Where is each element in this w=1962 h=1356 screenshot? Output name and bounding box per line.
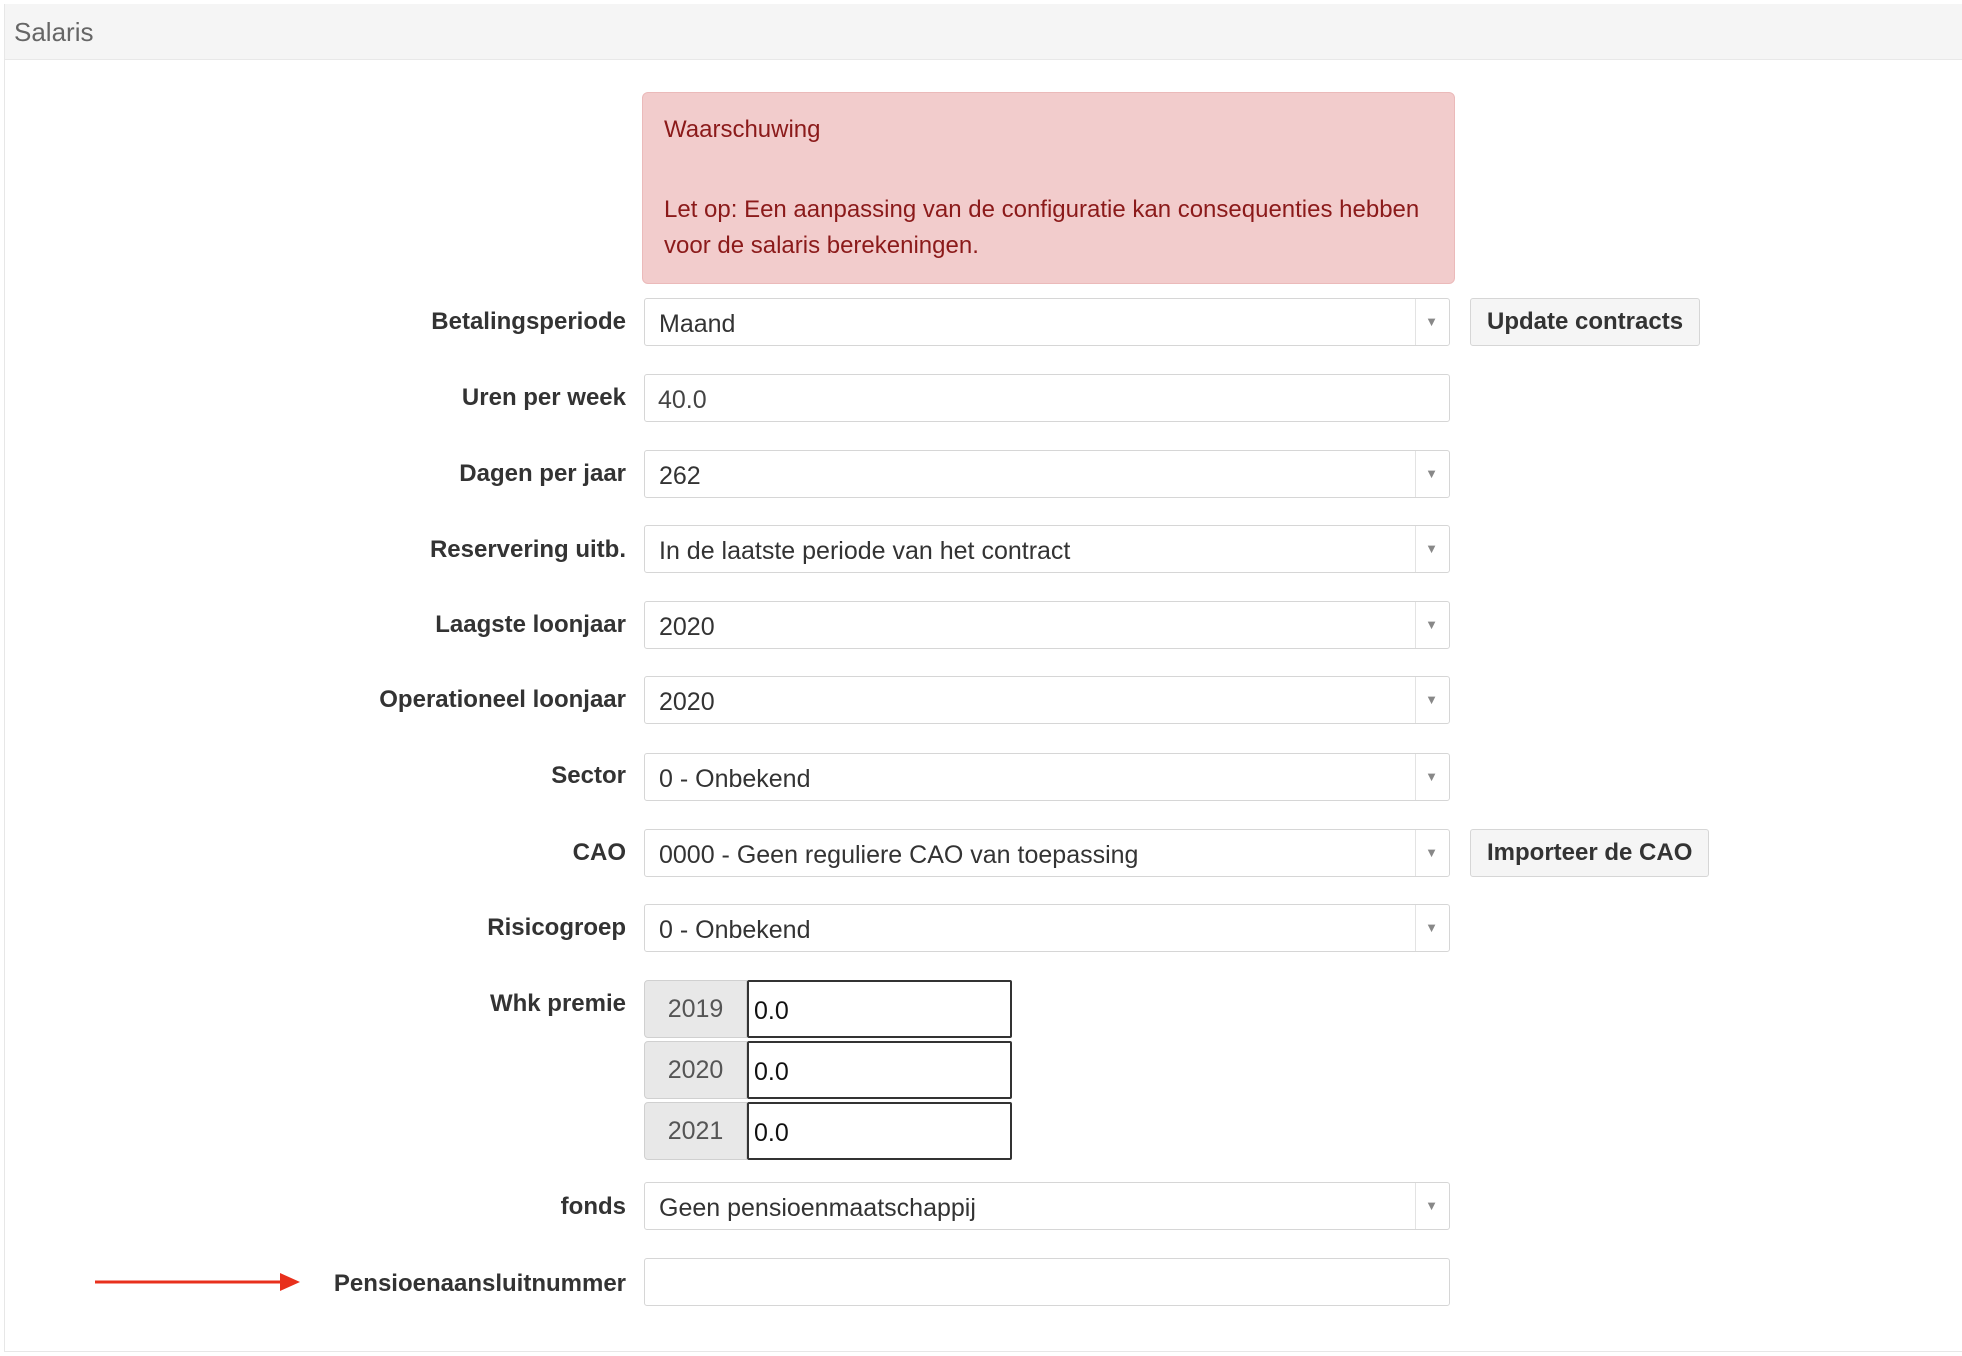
panel-title: Salaris — [14, 17, 94, 47]
whk-year-addon: 2019 — [644, 980, 747, 1038]
laagste-loonjaar-select[interactable] — [644, 601, 1450, 649]
whk-premie-input[interactable] — [747, 980, 1012, 1038]
dagen-per-jaar-label: Dagen per jaar — [459, 460, 626, 487]
panel-heading — [5, 4, 1962, 60]
operationeel-loonjaar-label: Operationeel loonjaar — [379, 686, 626, 713]
sector-value: 0 - Onbekend — [659, 765, 811, 793]
chevron-down-icon: ▼ — [1425, 617, 1438, 632]
sector-label: Sector — [551, 762, 626, 789]
reservering-uitb-label: Reservering uitb. — [429, 536, 626, 563]
alert-title: Waarschuwing — [664, 116, 821, 143]
operationeel-loonjaar-select[interactable] — [644, 676, 1450, 724]
pensioenaansluitnummer-input[interactable] — [644, 1258, 1450, 1306]
fonds-value: Geen pensioenmaatschappij — [659, 1194, 976, 1222]
whk-premie-row — [644, 980, 1012, 1038]
uren-per-week-value: 40.0 — [658, 386, 707, 414]
whk-premie-value: 0.0 — [754, 1119, 789, 1147]
whk-premie-value: 0.0 — [754, 1058, 789, 1086]
cao-select[interactable] — [644, 829, 1450, 877]
whk-premie-label: Whk premie — [489, 990, 626, 1017]
operationeel-loonjaar-value: 2020 — [659, 688, 715, 716]
dagen-per-jaar-value: 262 — [659, 462, 701, 490]
reservering-uitb-select[interactable] — [644, 525, 1450, 573]
chevron-down-icon: ▼ — [1425, 920, 1438, 935]
betalingsperiode-select[interactable] — [644, 298, 1450, 346]
risicogroep-select[interactable] — [644, 904, 1450, 952]
chevron-down-icon: ▼ — [1425, 1198, 1438, 1213]
whk-premie-row — [644, 1041, 1012, 1099]
reservering-uitb-value: In de laatste periode van het contract — [659, 537, 1071, 565]
alert-body: Let op: Een aanpassing van de configuratie kan consequenties hebben voor de salaris berekeningen. — [664, 196, 1420, 259]
chevron-down-icon: ▼ — [1425, 692, 1438, 707]
laagste-loonjaar-label: Laagste loonjaar — [435, 611, 626, 638]
risicogroep-label: Risicogroep — [487, 914, 626, 941]
pensioenaansluitnummer-label: Pensioenaansluitnummer — [333, 1270, 626, 1297]
importeer-cao-button[interactable]: Importeer de CAO — [1470, 829, 1709, 877]
chevron-down-icon: ▼ — [1425, 314, 1438, 329]
chevron-down-icon: ▼ — [1425, 466, 1438, 481]
uren-per-week-input[interactable] — [644, 374, 1450, 422]
betalingsperiode-label: Betalingsperiode — [431, 308, 626, 335]
whk-year-addon: 2021 — [644, 1102, 747, 1160]
chevron-down-icon: ▼ — [1425, 845, 1438, 860]
chevron-down-icon: ▼ — [1425, 769, 1438, 784]
sector-select[interactable] — [644, 753, 1450, 801]
uren-per-week-label: Uren per week — [461, 384, 626, 411]
cao-label: CAO — [572, 839, 626, 866]
whk-premie-input[interactable] — [747, 1102, 1012, 1160]
fonds-label: fonds — [560, 1193, 626, 1220]
laagste-loonjaar-value: 2020 — [659, 613, 715, 641]
cao-value: 0000 - Geen reguliere CAO van toepassing — [659, 841, 1139, 869]
fonds-select[interactable] — [644, 1182, 1450, 1230]
annotation-arrow-icon — [95, 1270, 300, 1294]
warning-alert — [642, 92, 1455, 284]
whk-premie-input[interactable] — [747, 1041, 1012, 1099]
whk-premie-value: 0.0 — [754, 997, 789, 1025]
chevron-down-icon: ▼ — [1425, 541, 1438, 556]
dagen-per-jaar-select[interactable] — [644, 450, 1450, 498]
whk-year-addon: 2020 — [644, 1041, 747, 1099]
update-contracts-button[interactable]: Update contracts — [1470, 298, 1700, 346]
whk-premie-row — [644, 1102, 1012, 1160]
risicogroep-value: 0 - Onbekend — [659, 916, 811, 944]
betalingsperiode-value: Maand — [659, 310, 736, 338]
